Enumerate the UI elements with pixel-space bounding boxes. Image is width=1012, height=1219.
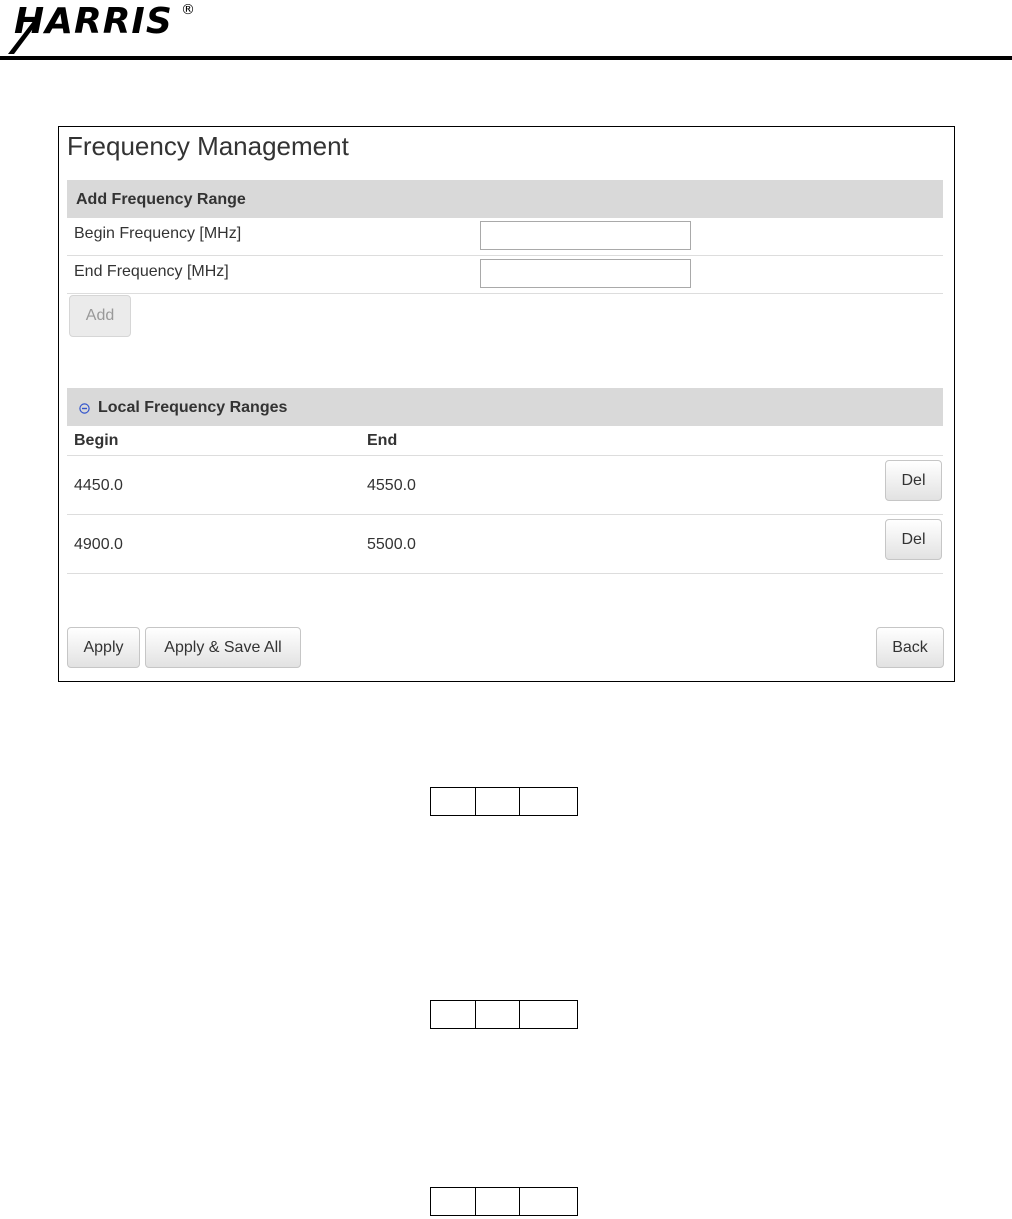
caption-box-cell xyxy=(431,788,476,815)
caption-box-cell xyxy=(431,1188,476,1215)
document-header xyxy=(0,0,1012,62)
add-range-heading: Add Frequency Range xyxy=(76,191,246,208)
local-ranges-section-header[interactable] xyxy=(67,388,943,426)
registered-mark: ® xyxy=(181,2,195,18)
apply-button[interactable]: Apply xyxy=(67,627,140,668)
begin-frequency-row xyxy=(67,218,943,256)
add-button[interactable]: Add xyxy=(69,295,131,337)
range-begin-value: 4900.0 xyxy=(74,536,123,553)
caption-box-cell xyxy=(475,1001,520,1028)
empty-caption-box xyxy=(430,1187,578,1216)
column-header-begin: Begin xyxy=(74,432,119,449)
back-button[interactable]: Back xyxy=(876,627,944,668)
end-frequency-input[interactable] xyxy=(480,259,691,288)
empty-caption-box xyxy=(430,787,578,816)
delete-range-button[interactable]: Del xyxy=(885,460,942,501)
caption-box-cell xyxy=(475,1188,520,1215)
begin-frequency-label: Begin Frequency [MHz] xyxy=(74,225,242,242)
caption-box-cell xyxy=(475,788,520,815)
minus-circle-icon[interactable] xyxy=(79,403,90,414)
header-rule xyxy=(0,56,1012,60)
apply-save-all-button[interactable]: Apply & Save All xyxy=(145,627,301,668)
table-row xyxy=(67,456,943,515)
delete-range-button[interactable]: Del xyxy=(885,519,942,560)
harris-logo xyxy=(4,0,194,56)
end-frequency-label: End Frequency [MHz] xyxy=(74,263,229,280)
table-row xyxy=(67,515,943,574)
range-end-value: 5500.0 xyxy=(367,536,416,553)
column-header-end: End xyxy=(367,432,398,449)
frequency-management-panel xyxy=(58,126,955,682)
end-frequency-row xyxy=(67,256,943,294)
page-title: Frequency Management xyxy=(67,131,349,161)
local-ranges-heading: Local Frequency Ranges xyxy=(98,399,288,416)
logo-text: HARRIS xyxy=(14,1,173,42)
caption-box-cell xyxy=(431,1001,476,1028)
add-range-section-header xyxy=(67,180,943,218)
range-begin-value: 4450.0 xyxy=(74,477,123,494)
empty-caption-box xyxy=(430,1000,578,1029)
range-end-value: 4550.0 xyxy=(367,477,416,494)
begin-frequency-input[interactable] xyxy=(480,221,691,250)
